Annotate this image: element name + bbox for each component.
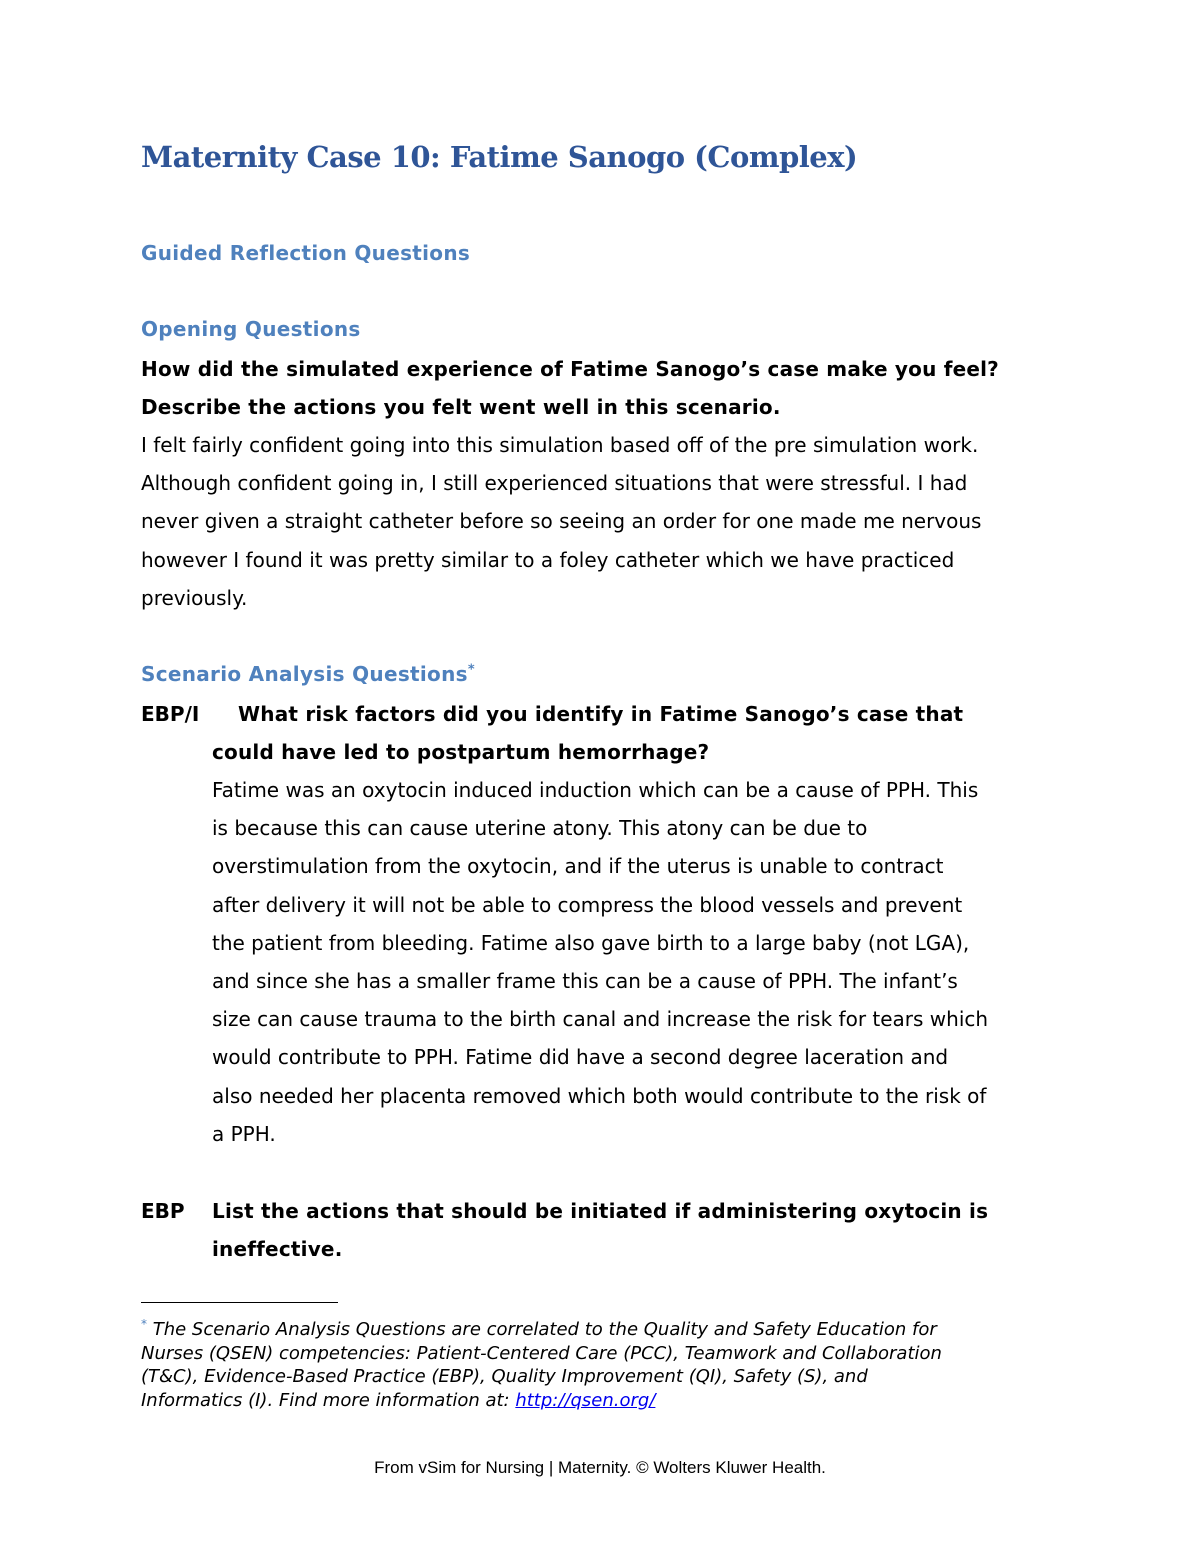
footnote-separator	[141, 1302, 338, 1303]
scenario-question-1-line-1: What risk factors did you identify in Fatime Sanogo’s case that	[238, 702, 964, 726]
footnote-text: Informatics (I). Find more information at:	[141, 1389, 516, 1411]
question-tag-ebp-i: EBP/I	[141, 702, 200, 726]
page-footer: From vSim for Nursing | Maternity. © Wolters Kluwer Health.	[374, 1458, 826, 1477]
answer-line: never given a straight catheter before so seeing an order for one made me nervous	[141, 509, 982, 534]
scenario-question-2-line-1: List the actions that should be initiated if administering oxytocin is	[212, 1199, 989, 1223]
answer-line: Although confident going in, I still experienced situations that were stressful. I had	[141, 471, 968, 496]
section-heading: Guided Reflection Questions	[141, 241, 471, 265]
answer-line: overstimulation from the oxytocin, and if the uterus is unable to contract	[212, 854, 944, 879]
answer-line: a PPH.	[212, 1121, 276, 1146]
opening-question-line-1: How did the simulated experience of Fatime Sanogo’s case make you feel?	[141, 357, 999, 381]
question-tag-ebp: EBP	[141, 1199, 185, 1223]
footnote-line-4	[141, 1389, 1056, 1413]
footnote-text: The Scenario Analysis Questions are correlated to the Quality and Safety Education for	[147, 1319, 937, 1340]
answer-line: I felt fairly confident going into this simulation based off of the pre simulation work.	[141, 433, 979, 457]
scenario-question-1-line-2: could have led to postpartum hemorrhage?	[212, 740, 710, 764]
footnote-line-3: (T&C), Evidence-Based Practice (EBP), Quality Improvement (QI), Safety (S), and	[141, 1366, 868, 1387]
scenario-answer-1	[212, 771, 1057, 1153]
answer-line: after delivery it will not be able to compress the blood vessels and prevent	[212, 892, 963, 917]
scenario-heading-text: Scenario Analysis Questions	[141, 662, 468, 686]
opening-questions-heading: Opening Questions	[141, 317, 361, 341]
answer-line: however I found it was pretty similar to a foley catheter which we have practiced	[141, 547, 955, 572]
opening-answer	[141, 426, 1056, 617]
qsen-link[interactable]: http://qsen.org/	[515, 1389, 656, 1411]
footnote-line-1	[141, 1318, 1056, 1342]
opening-question-line-2: Describe the actions you felt went well in this scenario.	[141, 395, 781, 419]
answer-line: would contribute to PPH. Fatime did have a second degree laceration and	[212, 1045, 949, 1070]
footnote-line-2: Nurses (QSEN) competencies: Patient-Centered Care (PCC), Teamwork and Collaboration	[141, 1342, 942, 1364]
answer-line: and since she has a smaller frame this can be a cause of PPH. The infant’s	[212, 968, 958, 993]
scenario-question-2-line-2: ineffective.	[212, 1237, 343, 1261]
footnote-marker: *	[467, 662, 475, 678]
footnote-marker: *	[141, 1317, 147, 1331]
footnote	[141, 1318, 1056, 1412]
answer-line: also needed her placenta removed which both would contribute to the risk of	[212, 1083, 987, 1108]
answer-line: the patient from bleeding. Fatime also gave birth to a large baby (not LGA),	[212, 930, 970, 955]
answer-line: Fatime was an oxytocin induced induction which can be a cause of PPH. This	[212, 778, 979, 802]
document-title: Maternity Case 10: Fatime Sanogo (Complex)	[141, 140, 858, 174]
answer-line: previously.	[141, 585, 248, 610]
answer-line: size can cause trauma to the birth canal and increase the risk for tears which	[212, 1007, 989, 1032]
scenario-analysis-heading	[141, 662, 475, 686]
answer-line: is because this can cause uterine atony. This atony can be due to	[212, 816, 868, 841]
